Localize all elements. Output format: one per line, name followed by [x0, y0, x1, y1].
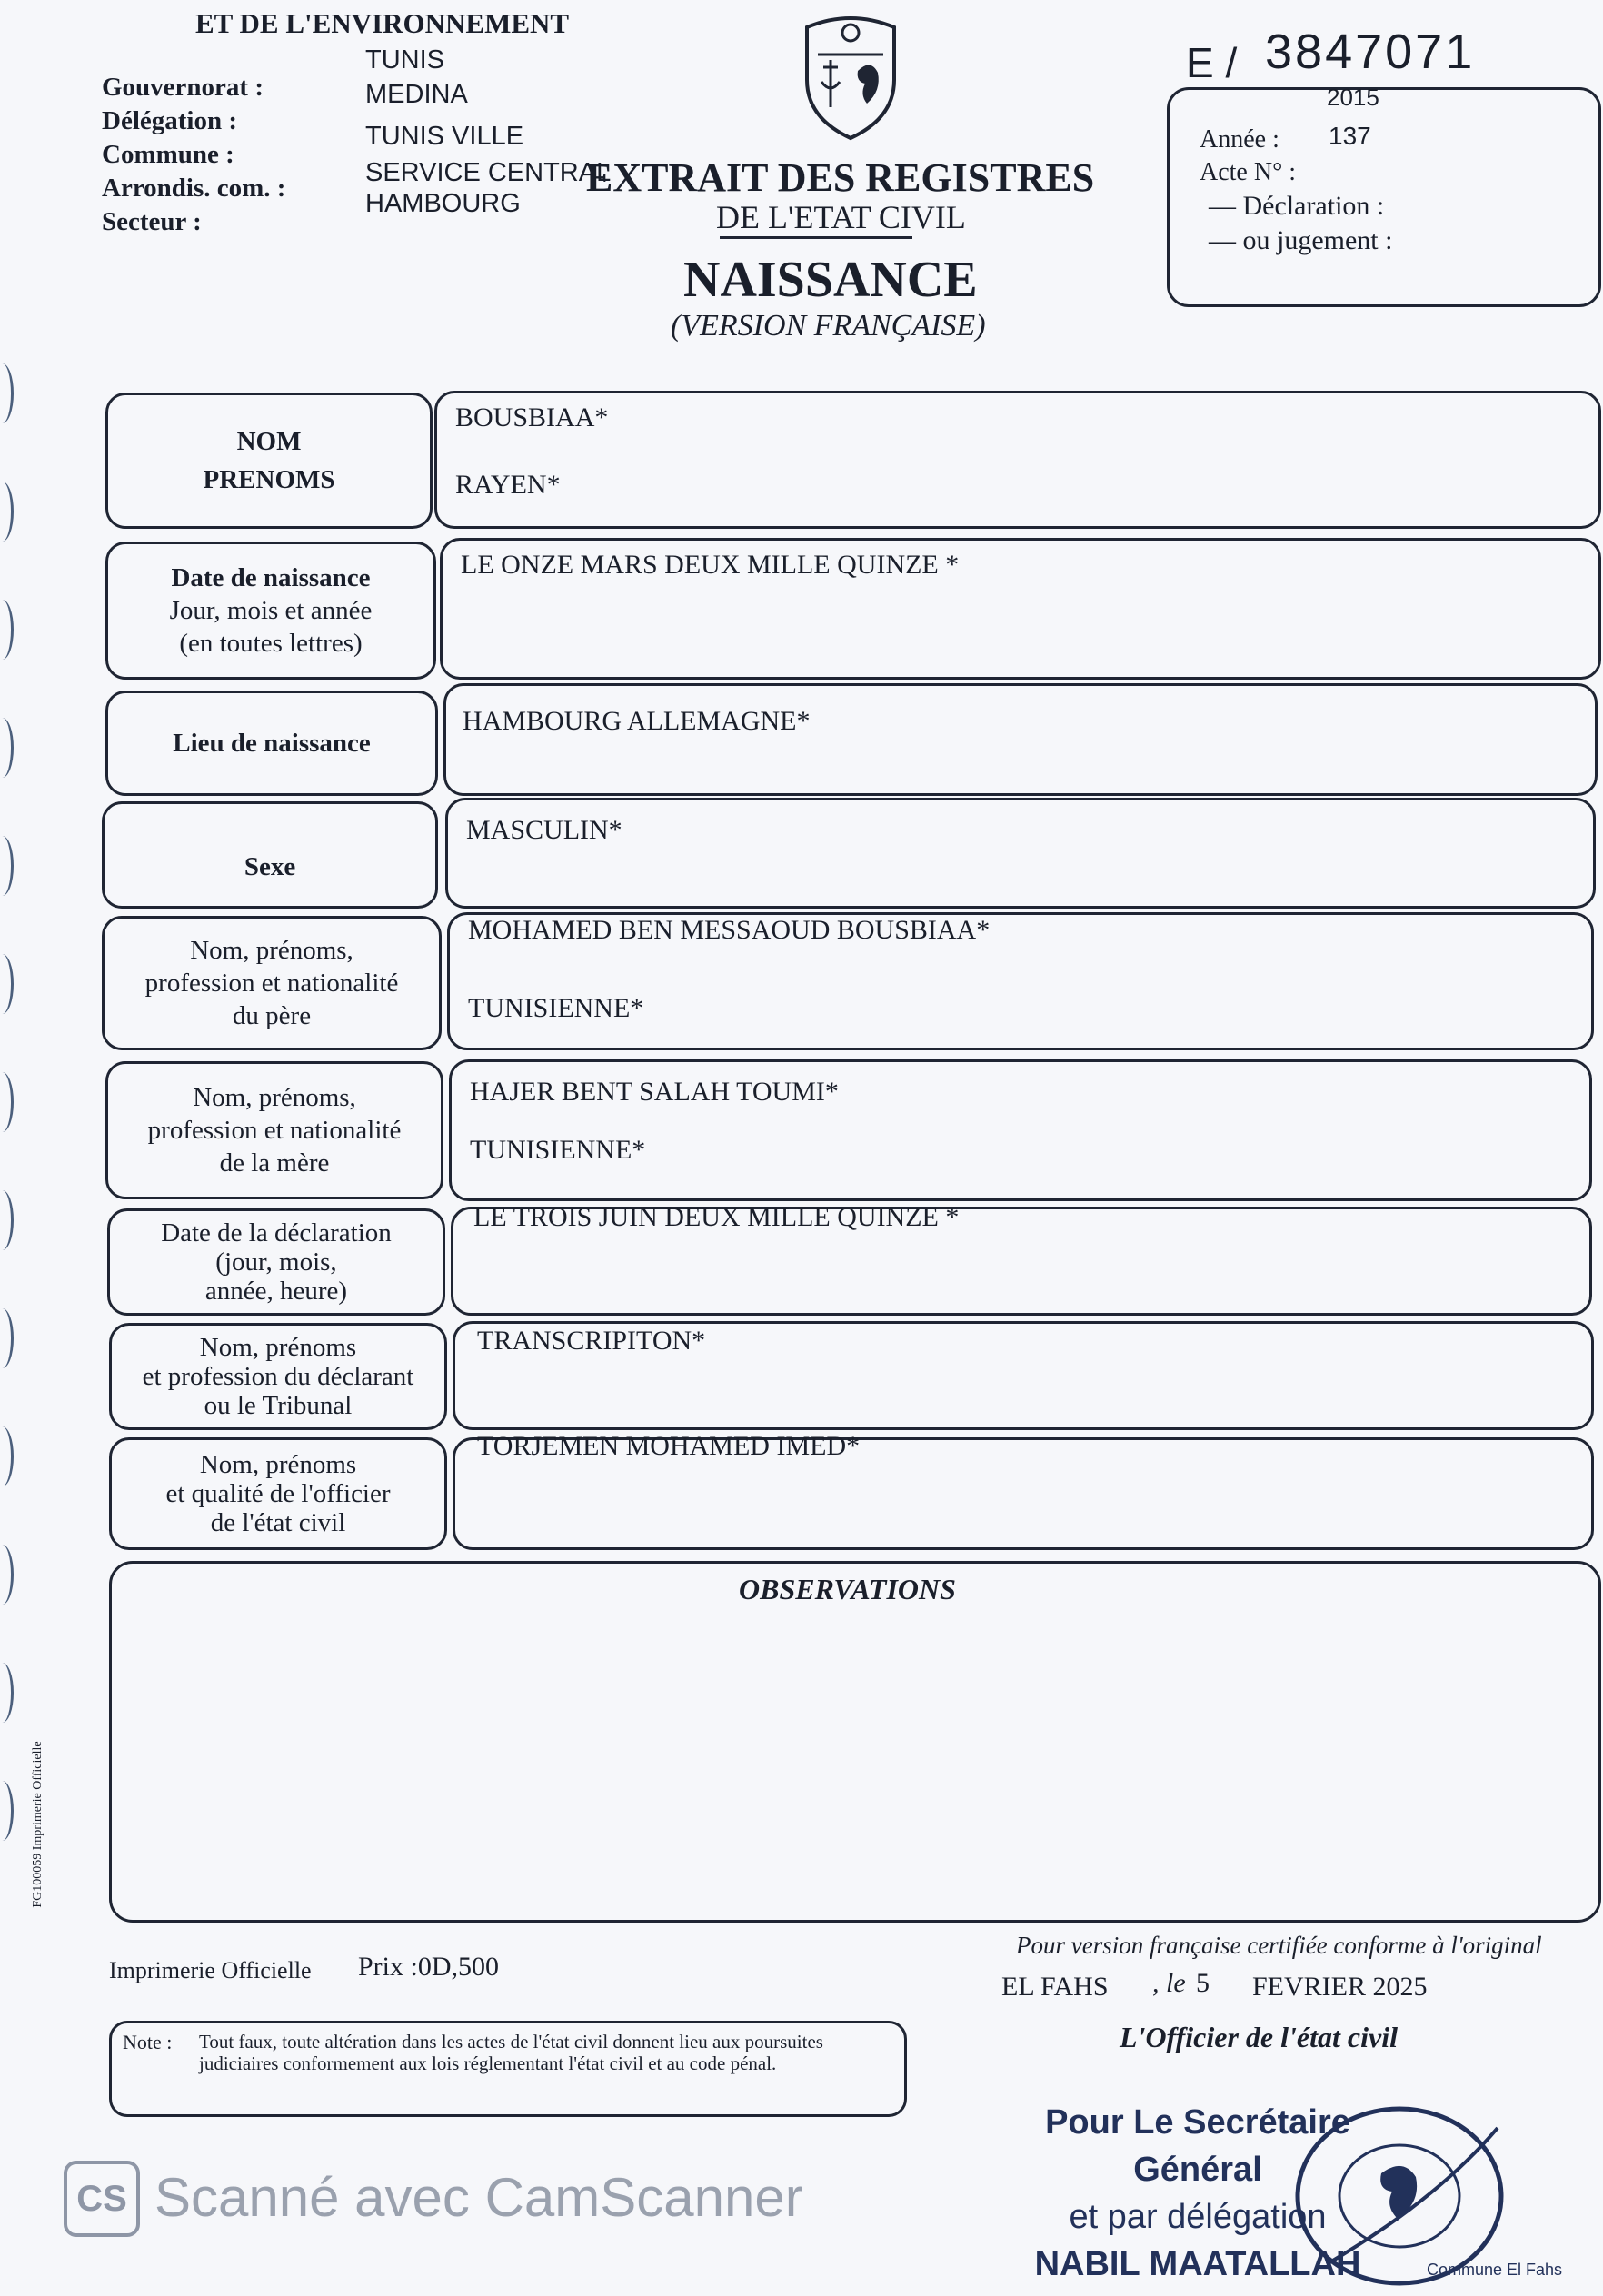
label-line: de l'état civil	[210, 1508, 346, 1537]
value-declarant-text: TRANSCRIPITON*	[477, 1326, 706, 1356]
officer-title: L'Officier de l'état civil	[1120, 2021, 1398, 2053]
value-birth-place: HAMBOURG ALLEMAGNE*	[463, 706, 811, 736]
value-sex: MASCULIN*	[466, 815, 622, 845]
stamp-line: NABIL MAATALLAH	[1034, 2245, 1361, 2283]
observations-box	[109, 1561, 1601, 1923]
label-line: de la mère	[219, 1148, 330, 1178]
ministry-line: ET DE L'ENVIRONNEMENT	[195, 7, 570, 39]
value-officer-name: TORJEMEN MOHAMED IMED*	[477, 1431, 861, 1461]
title-naissance: NAISSANCE	[683, 252, 978, 308]
value-mother-name: HAJER BENT SALAH TOUMI*	[470, 1077, 839, 1107]
value-father-nationality: TUNISIENNE*	[468, 993, 644, 1023]
value-officier	[453, 1431, 1594, 1550]
coat-of-arms-emblem	[787, 7, 914, 142]
note-text: Tout faux, toute altération dans les actes de l'état civil donnent lieu aux poursuites judiciaires conformement aux lois réglementant l'état civil et au code pénal.	[199, 2031, 823, 2074]
acte-number: 137	[1329, 122, 1371, 150]
label-secteur: Secteur :	[102, 207, 202, 236]
annee-label: Année :	[1200, 125, 1279, 154]
label-line: Lieu de naissance	[173, 729, 371, 758]
value-mother-nationality: TUNISIENNE*	[470, 1135, 646, 1165]
acte-label: Acte N° :	[1200, 158, 1297, 186]
value-delegation: MEDINA	[365, 80, 468, 109]
label-lieu-naissance	[105, 691, 438, 796]
footer-price: Prix :0D,500	[358, 1952, 500, 1982]
label-officier	[109, 1437, 447, 1550]
value-service: SERVICE CENTRAL	[365, 158, 612, 187]
footer-day: 5	[1196, 1968, 1210, 1998]
value-birth-date: LE ONZE MARS DEUX MILLE QUINZE *	[461, 550, 960, 580]
certified-line: Pour version française certifiée conforme à l'original	[1016, 1932, 1542, 1959]
note-box	[109, 2021, 907, 2117]
value-sexe	[445, 798, 1596, 909]
label-line: profession et nationalité	[144, 969, 399, 998]
label-line: Nom, prénoms	[199, 1333, 357, 1362]
serial-prefix: E /	[1186, 39, 1238, 86]
footer-date-sep: , le	[1152, 1968, 1186, 1998]
label-line: Nom, prénoms,	[193, 1083, 356, 1112]
label-line: Nom, prénoms,	[190, 936, 353, 965]
value-date-naissance	[440, 538, 1601, 680]
label-line: NOM	[236, 427, 302, 456]
value-declarant	[453, 1321, 1594, 1430]
title-etat-civil: DE L'ETAT CIVIL	[716, 199, 966, 235]
label-line: profession et nationalité	[147, 1116, 402, 1145]
seal-text: Commune El Fahs	[1427, 2261, 1563, 2279]
official-seal	[1290, 2101, 1563, 2291]
title-extrait: EXTRAIT DES REGISTRES	[586, 155, 1095, 200]
label-line: et profession du déclarant	[142, 1362, 414, 1391]
perforated-edge	[0, 363, 13, 1908]
label-line: Date de la déclaration	[161, 1218, 392, 1247]
label-line: du père	[232, 1001, 312, 1030]
label-line: Sexe	[244, 852, 296, 881]
label-line: Nom, prénoms	[199, 1450, 357, 1479]
value-date-declaration	[451, 1202, 1592, 1316]
label-delegation: Délégation :	[102, 106, 237, 135]
stamp-line: Général	[1133, 2151, 1262, 2189]
label-line: et qualité de l'officier	[165, 1479, 391, 1508]
value-nom: BOUSBIAA*	[455, 403, 609, 432]
camscanner-logo	[64, 2161, 140, 2237]
value-nom-prenoms	[434, 391, 1601, 529]
declaration-label: — Déclaration :	[1209, 191, 1385, 221]
footer-place: EL FAHS	[1001, 1972, 1109, 2002]
title-rule	[720, 236, 912, 239]
label-mere	[105, 1061, 443, 1199]
label-declarant	[109, 1323, 447, 1430]
value-secteur: HAMBOURG	[365, 189, 521, 218]
title-version: (VERSION FRANÇAISE)	[671, 309, 986, 343]
label-line: (en toutes lettres)	[179, 629, 363, 658]
camscanner-logo-text: CS	[76, 2178, 127, 2219]
label-line: PRENOMS	[203, 465, 335, 494]
label-commune: Commune :	[102, 140, 234, 169]
camscanner-label: Scanné avec CamScanner	[154, 2167, 803, 2228]
label-line: ou le Tribunal	[204, 1391, 353, 1420]
value-prenoms: RAYEN*	[455, 470, 561, 500]
jugement-label: — ou jugement :	[1209, 225, 1393, 255]
label-arrondissement: Arrondis. com. :	[102, 174, 286, 203]
label-line: Date de naissance	[171, 563, 371, 592]
label-line: année, heure)	[204, 1277, 348, 1306]
value-gouvernorat: TUNIS	[365, 45, 444, 75]
observations-title: OBSERVATIONS	[739, 1573, 956, 1605]
label-sexe	[102, 801, 438, 909]
label-date-declaration	[107, 1208, 445, 1316]
note-label: Note :	[123, 2031, 173, 2053]
value-declaration-date: LE TROIS JUIN DEUX MILLE QUINZE *	[473, 1202, 960, 1232]
side-print-code: FG100059 Imprimerie Officielle	[31, 1741, 45, 1908]
year-handwritten: 2015	[1327, 84, 1379, 111]
value-lieu-naissance	[443, 683, 1598, 796]
serial-number: 3847071	[1265, 25, 1476, 79]
value-mere	[449, 1059, 1592, 1201]
label-line: (jour, mois,	[215, 1247, 337, 1277]
label-gouvernorat: Gouvernorat :	[102, 73, 264, 102]
footer-month-year: FEVRIER 2025	[1252, 1972, 1428, 2002]
value-pere	[447, 912, 1594, 1050]
label-line: Jour, mois et année	[169, 596, 373, 625]
label-date-naissance	[105, 542, 436, 680]
label-nom-prenoms	[105, 393, 433, 529]
stamp-line: et par délégation	[1069, 2198, 1327, 2236]
stamp-line: Pour Le Secrétaire	[1045, 2103, 1350, 2142]
label-pere	[102, 916, 442, 1050]
header-labels	[102, 71, 285, 239]
value-commune: TUNIS VILLE	[365, 122, 524, 151]
value-father-name: MOHAMED BEN MESSAOUD BOUSBIAA*	[468, 915, 991, 945]
footer-printer: Imprimerie Officielle	[109, 1957, 312, 1983]
